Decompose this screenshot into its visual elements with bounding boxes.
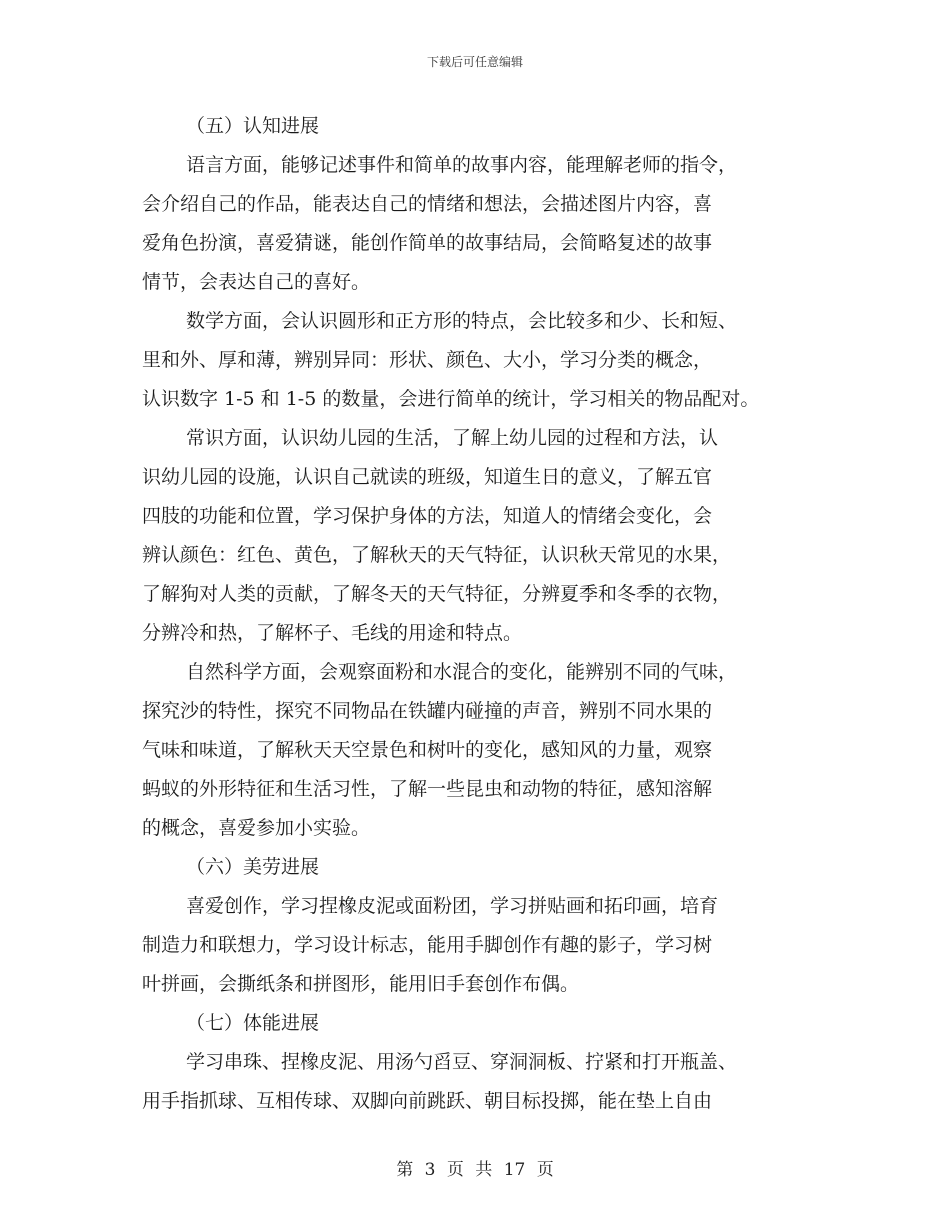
text-line: 了解狗对人类的贡献，了解冬天的天气特征，分辨夏季和冬季的衣物， [142,583,732,605]
text-line: 语言方面，能够记述事件和简单的故事内容，能理解老师的指令， [186,154,738,176]
page-footer: 第 3 页 共 17 页 [396,1160,554,1180]
text-line: 气味和味道，了解秋天天空景色和树叶的变化，感知风的力量，观察 [142,739,713,761]
text-line: 制造力和联想力，学习设计标志，能用手脚创作有趣的影子，学习树 [142,934,713,956]
text-line: 分辨冷和热，了解杯子、毛线的用途和特点。 [142,622,523,644]
paragraph-language [142,146,832,302]
text-line: 喜爱创作，学习捏橡皮泥或面粉团，学习拼贴画和拓印画，培育 [186,895,719,917]
text-line: 认识数字 1-5 和 1-5 的数量，会进行简单的统计，学习相关的物品配对。 [142,388,760,410]
paragraph-physical [142,1043,832,1121]
text-line: 探究沙的特性，探究不同物品在铁罐内碰撞的声音，辨别不同水果的 [142,700,713,722]
paragraph-common-knowledge [142,419,832,653]
page-header: 下载后可任意编辑 [426,55,523,69]
text-line: 叶拼画，会撕纸条和拼图形，能用旧手套创作布偶。 [142,973,580,995]
text-line: 四肢的功能和位置，学习保护身体的方法，知道人的情绪会变化，会 [142,505,713,527]
text-line: 蚂蚁的外形特征和生活习性，了解一些昆虫和动物的特征，感知溶解 [142,778,713,800]
text-line: 情节，会表达自己的喜好。 [142,271,371,293]
text-line: 识幼儿园的设施，认识自己就读的班级，知道生日的意义，了解五官 [142,466,713,488]
section-heading-arts: （六）美劳进展 [186,856,320,878]
paragraph-math [142,302,832,419]
document-body [142,107,832,1121]
text-line: 自然科学方面，会观察面粉和水混合的变化，能辨别不同的气味， [186,661,738,683]
paragraph-natural-science [142,653,832,848]
section-heading-cognitive: （五）认知进展 [186,115,320,137]
section-heading-physical: （七）体能进展 [186,1012,320,1034]
text-line: 会介绍自己的作品，能表达自己的情绪和想法，会描述图片内容，喜 [142,193,713,215]
text-line: 里和外、厚和薄，辨别异同：形状、颜色、大小，学习分类的概念， [142,349,713,371]
paragraph-arts [142,887,832,1004]
text-line: 辨认颜色：红色、黄色，了解秋天的天气特征，认识秋天常见的水果， [142,544,732,566]
text-line: 常识方面，认识幼儿园的生活，了解上幼儿园的过程和方法，认 [186,427,719,449]
text-line: 学习串珠、捏橡皮泥、用汤勺舀豆、穿洞洞板、拧紧和打开瓶盖、 [186,1051,738,1073]
text-line: 用手指抓球、互相传球、双脚向前跳跃、朝目标投掷，能在垫上自由 [142,1090,713,1112]
text-line: 数学方面，会认识圆形和正方形的特点，会比较多和少、长和短、 [186,310,738,332]
text-line: 的概念，喜爱参加小实验。 [142,817,371,839]
text-line: 爱角色扮演，喜爱猜谜，能创作简单的故事结局，会简略复述的故事 [142,232,713,254]
